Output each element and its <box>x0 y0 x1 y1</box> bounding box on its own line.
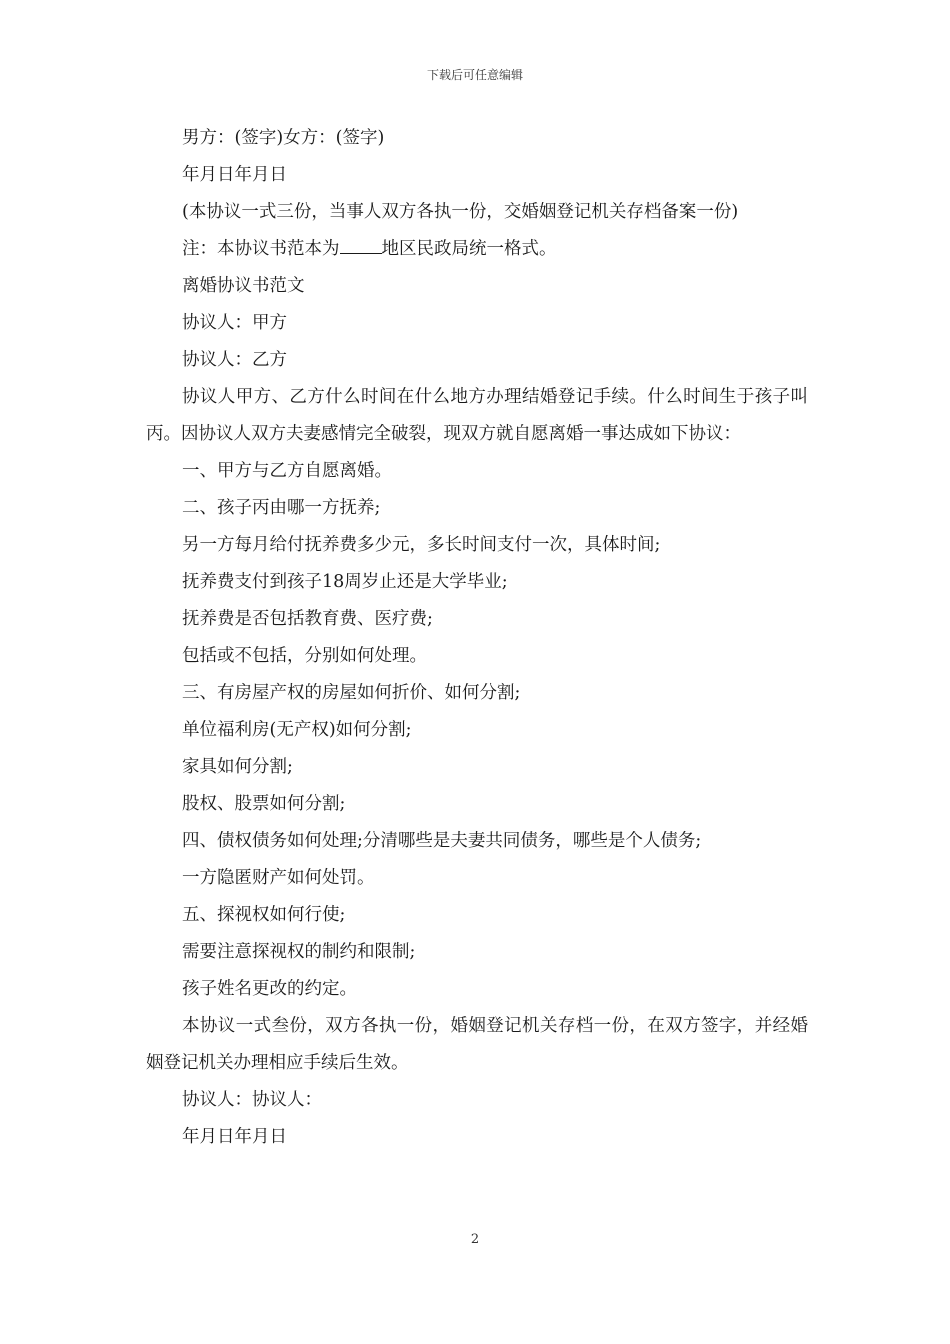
party-a-line: 协议人：甲方 <box>182 313 287 333</box>
clause-3-welfare-housing: 单位福利房(无产权)如何分割; <box>182 720 412 740</box>
copies-note: (本协议一式三份，当事人双方各执一份，交婚姻登记机关存档备案一份) <box>182 202 739 222</box>
final-date-line: 年月日年月日 <box>182 1127 287 1147</box>
blank-underline <box>340 237 382 254</box>
party-b-line: 协议人：乙方 <box>182 350 287 370</box>
clause-5-limits: 需要注意探视权的制约和限制; <box>182 942 416 962</box>
page-header: 下载后可任意编辑 <box>426 68 523 82</box>
section-title: 离婚协议书范文 <box>182 276 305 296</box>
clause-5-name-change: 孩子姓名更改的约定。 <box>182 979 357 999</box>
intro-paragraph: 协议人甲方、乙方什么时间在什么地方办理结婚登记手续。什么时间生于孩子叫丙。因协议人双方夫妻感情完全破裂，现双方就自愿离婚一事达成如下协议： <box>146 387 808 444</box>
clause-1: 一、甲方与乙方自愿离婚。 <box>182 461 392 481</box>
format-note <box>146 231 808 268</box>
closing-paragraph: 本协议一式叁份，双方各执一份，婚姻登记机关存档一份，在双方签字，并经婚姻登记机关办理相应手续后生效。 <box>146 1016 808 1073</box>
format-note-end: 地区民政局统一格式。 <box>381 239 557 259</box>
clause-3-stocks: 股权、股票如何分割; <box>182 794 346 814</box>
clause-4-penalty: 一方隐匿财产如何处罚。 <box>182 868 375 888</box>
clause-3-furniture: 家具如何分割; <box>182 757 293 777</box>
clause-2-handling: 包括或不包括，分别如何处理。 <box>182 646 427 666</box>
clause-2: 二、孩子丙由哪一方抚养; <box>182 498 381 518</box>
clause-2-coverage: 抚养费是否包括教育费、医疗费; <box>182 609 433 629</box>
signature-line-couple: 男方：(签字)女方：(签字) <box>182 128 385 148</box>
document-body <box>146 120 808 1156</box>
page-number: 2 <box>470 1232 480 1247</box>
signatories-line: 协议人：协议人： <box>182 1090 322 1110</box>
date-line: 年月日年月日 <box>182 165 287 185</box>
clause-4: 四、债权债务如何处理;分清哪些是夫妻共同债务，哪些是个人债务; <box>182 831 702 851</box>
format-note-start: 注：本协议书范本为 <box>182 239 340 259</box>
clause-5: 五、探视权如何行使; <box>182 905 346 925</box>
clause-2-duration: 抚养费支付到孩子18周岁止还是大学毕业; <box>182 572 508 592</box>
clause-3: 三、有房屋产权的房屋如何折价、如何分割; <box>182 683 521 703</box>
clause-2-payment: 另一方每月给付抚养费多少元，多长时间支付一次，具体时间; <box>182 535 661 555</box>
